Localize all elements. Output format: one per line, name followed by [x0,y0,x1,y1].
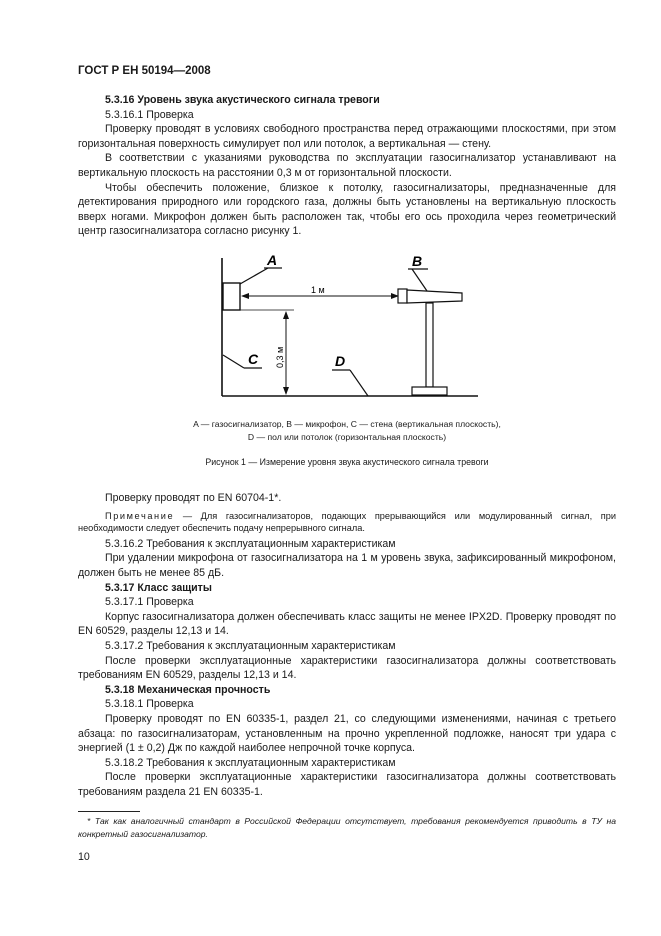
leader-a [240,268,268,284]
footnote-separator [78,811,140,812]
main-text-continued [78,491,616,799]
figure-label-c: C [248,351,259,367]
paragraph: Проверку проводят в условиях свободного пространства перед отражающими плоскостями, при этом горизонтальная поверхность симулирует пол или потолок, а вертикальная — стену. [78,123,616,150]
figure-legend-line: D — пол или потолок (горизонтальная плоскость) [247,431,447,442]
microphone-head [398,289,407,303]
figure-legend-line: A — газосигнализатор, B — микрофон, C — стена (вертикальная плоскость), [193,419,501,429]
section-title: 5.3.17 Класс защиты [105,581,212,594]
paragraph: После проверки эксплуатационные характеристики газосигнализатора должны соответствовать требованиям EN 60529, разделы 12,13 и 14. [78,654,616,682]
subsection-title: 5.3.18.1 Проверка [105,698,194,711]
microphone-stand-base [412,387,447,395]
figure-label-a: A [267,252,278,268]
microphone-stand [426,303,433,387]
paragraph: Проверку проводят по EN 60704-1*. [105,492,282,504]
paragraph: Корпус газосигнализатора должен обеспечивать класс защиты не менее IPX2D. Проверку проводят по EN 60529, разделы 12,13 и 14. [78,610,616,638]
note [78,510,616,535]
dimension-label-03m: 0,3 м [275,346,285,368]
note-text: — Для газосигнализаторов, подающих прерывающийся или модулированный сигнал, при необходимости следует обеспечить подачу непрерывного сигнала. [78,510,616,534]
leader-d [350,370,368,396]
subsection-title: 5.3.16.2 Требования к эксплуатационным характеристикам [105,537,396,550]
section-title: 5.3.16 Уровень звука акустического сигнала тревоги [105,94,380,106]
footnote: * Так как аналогичный стандарт в Российской Федерации отсутствует, требования рекомендуется приводить в ТУ на конкретный газосигнализатор. [78,816,616,839]
paragraph: Проверку проводят по EN 60335-1, раздел 21, со следующими изменениями, начиная с третьего абзаца: по газосигнализаторам, установленным на прочно укрепленной подложке, наносят три удара с энергией (1 ± 0,2) Дж по каждой наиболее непрочной точке корпуса. [78,712,616,755]
subsection-title: 5.3.17.2 Требования к эксплуатационным характеристикам [105,639,396,652]
note-label: Примечание [105,510,175,521]
leader-c [223,355,244,368]
gas-detector-box [223,283,240,310]
subsection-title: 5.3.16.1 Проверка [105,108,194,121]
figure-caption: Рисунок 1 — Измерение уровня звука акустического сигнала тревоги [205,457,489,467]
figure-label-d: D [335,353,346,369]
figure-label-b: B [412,253,423,269]
page-number: 10 [78,851,90,863]
paragraph: В соответствии с указаниями руководства по эксплуатации газосигнализатор устанавливают на вертикальную плоскость на расстоянии 0,3 м от горизонтальной плоскости. [78,152,616,179]
microphone-body [407,290,462,303]
dimension-label-1m: 1 м [311,285,325,295]
figure-legend [78,418,616,443]
paragraph: При удалении микрофона от газосигнализатора на 1 м уровень звука, зафиксированный микрофоном, должен быть не менее 85 дБ. [78,552,616,579]
leader-b [412,269,427,291]
subsection-title: 5.3.18.2 Требования к эксплуатационным характеристикам [105,756,396,769]
paragraph: Чтобы обеспечить положение, близкое к потолку, газосигнализаторы, предназначенные для детектирования природного или городского газа, должны быть установлены на вертикальную плоскость вверх ногами. Микрофон должен быть расположен так, чтобы его ось проходила через геометрический центр газосигнализатора согласно рисунку 1. [78,181,616,238]
subsection-title: 5.3.17.1 Проверка [105,596,194,609]
paragraph: После проверки эксплуатационные характеристики газосигнализатора должны соответствовать требованиям раздела 21 EN 60335-1. [78,771,616,798]
document-header: ГОСТ Р ЕН 50194—2008 [78,65,211,77]
section-title: 5.3.18 Механическая прочность [105,683,271,696]
